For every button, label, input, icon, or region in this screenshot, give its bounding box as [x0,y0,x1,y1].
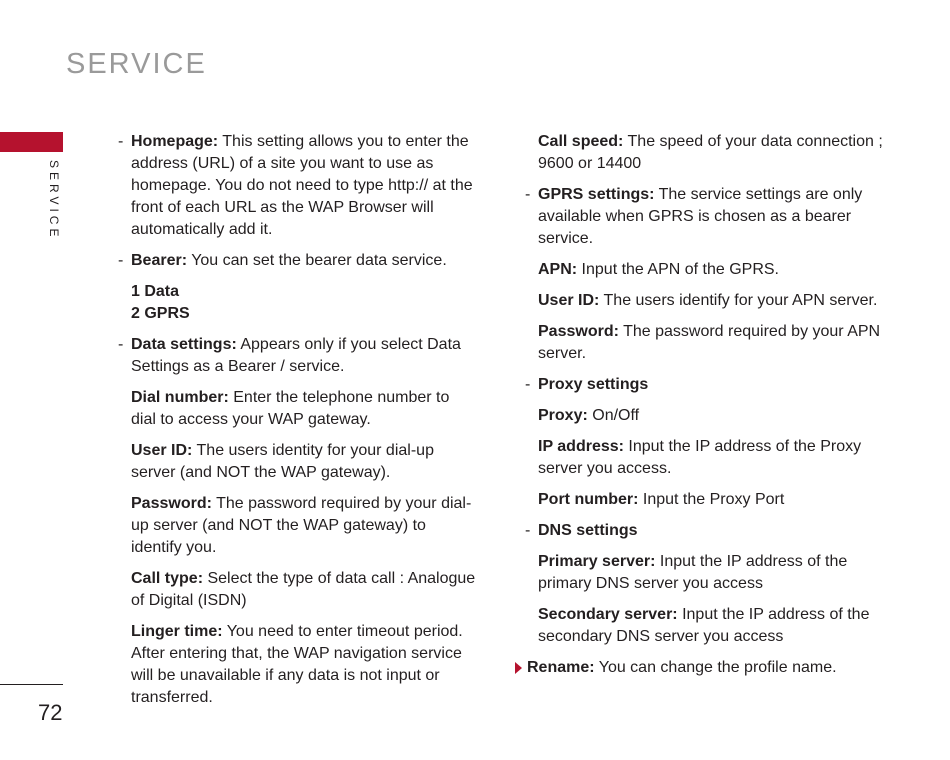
item-label: Password: [131,495,212,512]
sub-item [525,489,895,511]
item-text: Input the IP address of the Proxy server you access. [538,438,862,477]
item-text: Enter the telephone number to dial to access your WAP gateway. [131,389,450,428]
item-body [538,374,648,396]
item-body [527,657,837,679]
sub-item [118,621,478,709]
item-label: User ID: [131,442,193,459]
item-body [538,184,895,250]
sub-item [525,551,895,595]
item-text: Input the IP address of the secondary DNS server you access [538,606,870,645]
sub-item [525,436,895,480]
item-text: Input the Proxy Port [638,491,785,508]
item-label: User ID: [538,292,600,309]
item-text: You can set the bearer data service. [187,252,447,269]
item-label: IP address: [538,438,624,455]
page-number-rule [0,684,63,685]
item-body [538,520,638,542]
bearer-option [118,303,478,325]
sub-item [525,131,895,175]
sub-item [525,321,895,365]
item-text: The password required by your dial-up server (and NOT the WAP gateway) to identify you. [131,495,472,556]
sub-item [118,493,478,559]
dash-bullet: - [525,186,531,203]
dash-bullet: - [525,522,531,539]
list-item [525,374,895,396]
item-text: On/Off [587,407,640,424]
sub-item [118,440,478,484]
item-label: Call speed: [538,133,624,150]
sub-item [525,405,895,427]
page-title: SERVICE [66,48,207,80]
list-item [118,334,478,378]
item-label: DNS settings [538,522,638,539]
list-item [118,250,478,272]
item-label: Secondary server: [538,606,678,623]
list-item [118,131,478,241]
item-text: The speed of your data connection ; 9600 or 14400 [538,133,883,172]
item-text: The users identity for your dial-up server (and NOT the WAP gateway). [131,442,434,481]
item-text: The users identify for your APN server. [599,292,878,309]
item-label: Homepage: [131,133,219,150]
list-item [525,520,895,542]
item-label: Dial number: [131,389,229,406]
item-label: Call type: [131,570,204,587]
dash-bullet: - [118,252,124,269]
dash-bullet: - [525,376,531,393]
item-label: Proxy settings [538,376,649,393]
item-text: The password required by your APN server. [538,323,881,362]
sub-item [118,387,478,431]
side-section-label: SERVICE [47,160,61,241]
dash-bullet: - [118,133,124,150]
dash-bullet: - [118,336,124,353]
item-label: APN: [538,261,578,278]
item-label: Primary server: [538,553,656,570]
item-text: Appears only if you select Data Settings as a Bearer / service. [131,336,461,375]
item-text: The service settings are only available when GPRS is chosen as a bearer service. [538,186,863,247]
item-label: Port number: [538,491,639,508]
item-label: Bearer: [131,252,188,269]
sub-item [525,259,895,281]
sub-item [525,604,895,648]
list-item [525,657,895,679]
right-column [525,131,895,688]
bearer-option [118,281,478,303]
item-label: Password: [538,323,619,340]
sub-item [525,290,895,312]
option-label: 1 Data [131,283,180,300]
item-text: You can change the profile name. [594,659,837,676]
item-text: You need to enter timeout period. After entering that, the WAP navigation service will be unavailable if any data is not input or transferred. [131,623,463,706]
item-text: Select the type of data call : Analogue of Digital (ISDN) [131,570,476,609]
section-tab-marker [0,132,63,152]
item-label: GPRS settings: [538,186,655,203]
item-label: Linger time: [131,623,223,640]
triangle-bullet-icon [515,662,522,674]
item-text: Input the IP address of the primary DNS server you access [538,553,848,592]
item-label: Proxy: [538,407,588,424]
item-label: Rename: [527,659,595,676]
option-label: 2 GPRS [131,305,190,322]
left-column [118,131,478,718]
item-body [131,250,447,272]
sub-item [118,568,478,612]
item-body [131,334,478,378]
item-text: This setting allows you to enter the address (URL) of a site you want to use as homepage. You do not need to type http:// at the front of each URL as the WAP Browser will automatically add it. [131,133,473,238]
page-number: 72 [38,700,63,725]
item-body [131,131,478,241]
item-label: Data settings: [131,336,237,353]
item-text: Input the APN of the GPRS. [577,261,779,278]
list-item [525,184,895,250]
